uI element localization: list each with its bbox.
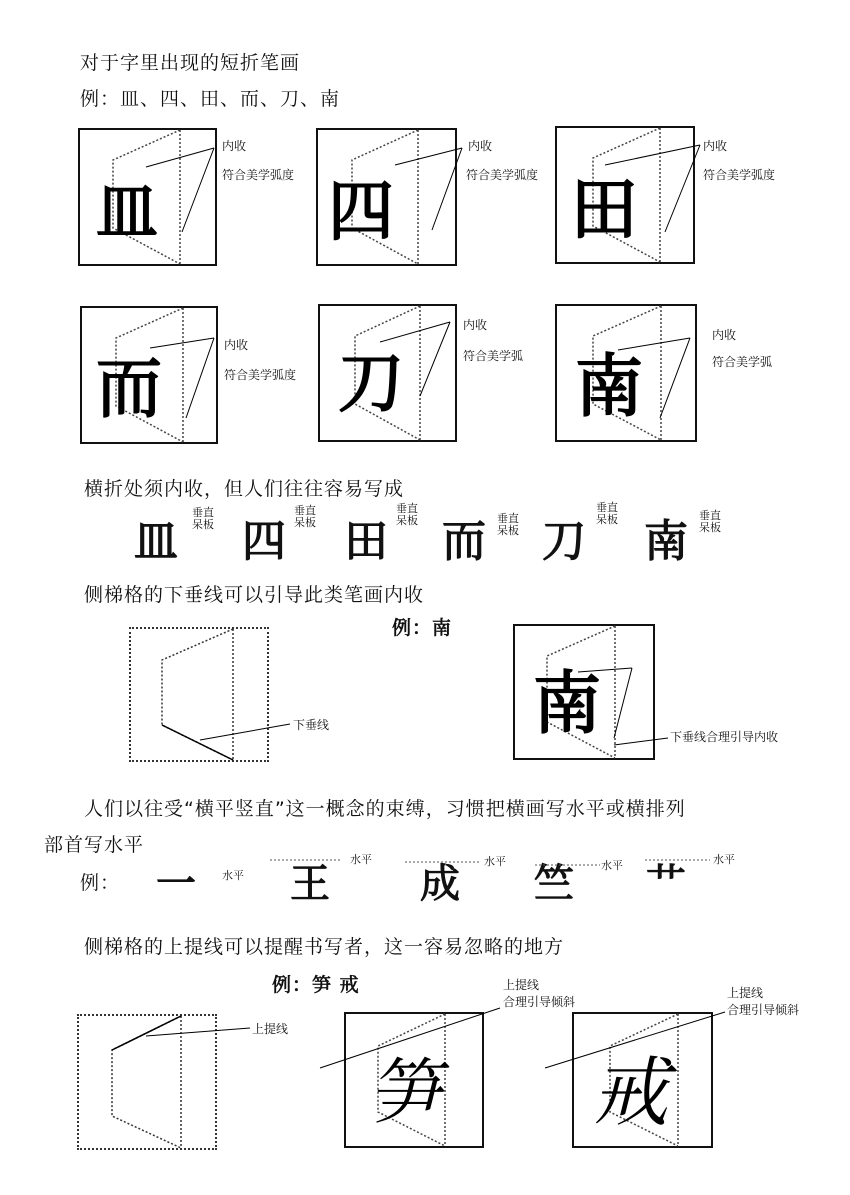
rigid-note-vertical-3: 垂直: [396, 502, 418, 515]
rigid-note-vertical-2: 垂直: [294, 504, 316, 517]
rigid-note-stiff-2: 呆板: [294, 516, 316, 529]
label-up-line-sun: 上提线: [503, 978, 540, 992]
sample-char-jie: 戒: [592, 1048, 668, 1137]
sample-label-arc-1: 符合美学弧度: [222, 168, 295, 182]
sample-label-inward-1: 内收: [222, 139, 247, 153]
section3-title: 侧梯格的下垂线可以引导此类笔画内收: [84, 584, 425, 606]
horizontal-note-2: 水平: [350, 853, 372, 866]
sample-label-inward-4: 内收: [224, 338, 249, 352]
sample-label-inward-3: 内收: [703, 139, 728, 153]
rigid-char-4: 而: [442, 516, 486, 567]
rigid-note-stiff-3: 呆板: [396, 514, 418, 527]
sample-label-arc-6: 符合美学弧: [712, 355, 773, 369]
rigid-note-vertical-6: 垂直: [699, 509, 721, 522]
sample-char-6: 南: [575, 347, 644, 427]
rigid-char-5: 刀: [542, 516, 586, 567]
section4-line1: 人们以往受“横平竖直”这一概念的束缚，习惯把横画写水平或横排列: [84, 798, 686, 820]
rigid-note-stiff-4: 呆板: [497, 524, 519, 537]
horizontal-char-5: 艹: [646, 861, 686, 907]
section2-title: 横折处须内收，但人们往往容易写成: [84, 478, 405, 500]
horizontal-char-4: 竺: [534, 861, 574, 907]
rigid-char-3: 田: [344, 516, 388, 567]
horizontal-note-5: 水平: [713, 853, 735, 866]
rigid-char-6: 南: [644, 516, 688, 567]
rigid-note-vertical-5: 垂直: [596, 501, 618, 514]
rigid-char-1: 皿: [134, 516, 178, 567]
label-tilt-guide-jie: 合理引导倾斜: [727, 1003, 800, 1017]
rigid-note-stiff-6: 呆板: [699, 521, 721, 534]
sample-char-2: 四: [328, 172, 394, 250]
label-up-line-jie: 上提线: [727, 986, 764, 1000]
sample-char-sun: 笋: [368, 1050, 441, 1134]
sample-char-1: 皿: [96, 175, 159, 248]
label-down-line: 下垂线: [293, 718, 330, 732]
section5-title: 侧梯格的上提线可以提醒书写者，这一容易忽略的地方: [84, 936, 565, 958]
horizontal-char-2: 王: [290, 861, 330, 907]
sample-label-arc-3: 符合美学弧度: [703, 168, 776, 182]
horizontal-char-1: 一: [156, 861, 196, 907]
horizontal-char-3: 成: [420, 861, 460, 907]
section5-example: 例：笋 戒: [272, 974, 360, 996]
rigid-note-vertical-4: 垂直: [497, 512, 519, 525]
rigid-note-stiff-5: 呆板: [596, 513, 618, 526]
rigid-note-vertical-1: 垂直: [192, 506, 214, 519]
sample-char-4: 而: [96, 349, 162, 427]
sample-label-arc-2: 符合美学弧度: [466, 168, 539, 182]
sample-label-inward-2: 内收: [468, 139, 493, 153]
section4-example-prefix: 例：: [80, 872, 121, 894]
sample-char-5: 刀: [338, 344, 404, 422]
label-up-line: 上提线: [252, 1022, 289, 1036]
section3-example: 例：南: [392, 617, 453, 639]
rigid-char-2: 四: [242, 516, 286, 567]
sample-label-arc-4: 符合美学弧度: [224, 368, 297, 382]
sample-label-inward-6: 内收: [712, 328, 737, 342]
label-down-line-guide: 下垂线合理引导内收: [670, 730, 779, 744]
sample-char-3: 田: [570, 170, 639, 250]
section1-example: 例：皿、四、田、而、刀、南: [80, 88, 341, 110]
section1-title: 对于字里出现的短折笔画: [80, 52, 301, 74]
sample-label-arc-5: 符合美学弧: [463, 349, 524, 363]
horizontal-note-4: 水平: [601, 859, 623, 872]
sample-label-inward-5: 内收: [463, 318, 488, 332]
label-tilt-guide-sun: 合理引导倾斜: [503, 995, 576, 1009]
section4-line2: 部首写水平: [44, 834, 145, 856]
horizontal-note-1: 水平: [222, 869, 244, 882]
example-char-nan: 南: [533, 664, 602, 744]
horizontal-note-3: 水平: [484, 855, 506, 868]
rigid-note-stiff-1: 呆板: [192, 518, 214, 531]
